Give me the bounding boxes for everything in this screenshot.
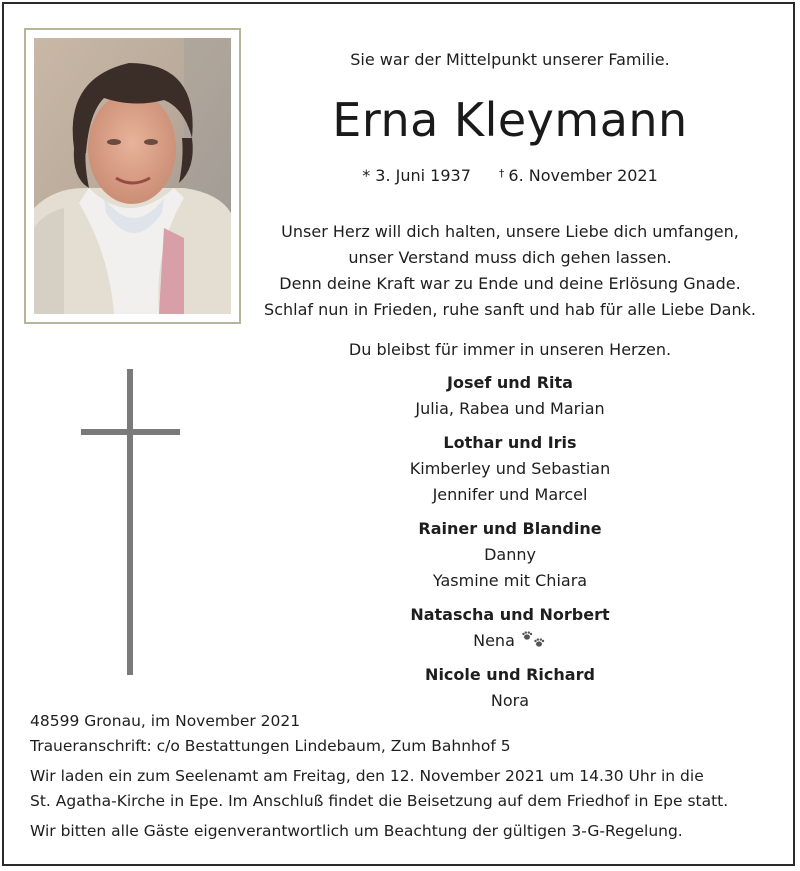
- memorial-cross-icon: [127, 369, 133, 675]
- family-member: Yasmine mit Chiara: [432, 571, 588, 590]
- family-head: Josef und Rita: [447, 373, 573, 392]
- family-head: Natascha und Norbert: [410, 605, 610, 624]
- intro-line: Sie war der Mittelpunkt unserer Familie.: [350, 50, 670, 69]
- portrait-frame: [24, 28, 241, 324]
- service-invitation: St. Agatha-Kirche in Epe. Im Anschluß findet die Beisetzung auf dem Friedhof in Epe statt.: [30, 792, 729, 810]
- family-head: Rainer und Blandine: [418, 519, 602, 538]
- family-member: Jennifer und Marcel: [432, 485, 588, 504]
- guest-notice: Wir bitten alle Gäste eigenverantwortlich um Beachtung der gültigen 3-G-Regelung.: [30, 822, 683, 840]
- family-member: Nena: [473, 631, 515, 650]
- family-head: Nicole und Richard: [425, 665, 595, 684]
- family-member: Kimberley und Sebastian: [409, 459, 611, 478]
- place-date: 48599 Gronau, im November 2021: [30, 712, 301, 730]
- closing-line: Du bleibst für immer in unseren Herzen.: [348, 340, 672, 359]
- family-member-row: [250, 631, 770, 653]
- family-member: Nora: [490, 691, 530, 710]
- death-cross-symbol: †: [498, 167, 505, 180]
- poem-line: Schlaf nun in Frieden, ruhe sanft und hab für alle Liebe Dank.: [264, 300, 756, 319]
- deceased-name: Erna Kleymann: [332, 93, 688, 147]
- family-member: Julia, Rabea und Marian: [415, 399, 605, 418]
- memorial-cross-bar: [81, 429, 180, 435]
- poem-line: Unser Herz will dich halten, unsere Liebe dich umfangen,: [281, 222, 739, 241]
- birth-date: * 3. Juni 1937: [362, 166, 471, 185]
- life-dates: [250, 166, 770, 185]
- portrait-photo: [34, 38, 231, 314]
- poem-line: Denn deine Kraft war zu Ende und deine Erlösung Gnade.: [279, 274, 741, 293]
- family-member: Danny: [484, 545, 536, 564]
- death-date: 6. November 2021: [508, 166, 658, 185]
- paw-prints-icon: [521, 631, 547, 653]
- family-head: Lothar und Iris: [443, 433, 577, 452]
- mourning-address: Traueranschrift: c/o Bestattungen Lindebaum, Zum Bahnhof 5: [30, 737, 511, 755]
- service-invitation: Wir laden ein zum Seelenamt am Freitag, den 12. November 2021 um 14.30 Uhr in die: [30, 767, 704, 785]
- poem-line: unser Verstand muss dich gehen lassen.: [348, 248, 672, 267]
